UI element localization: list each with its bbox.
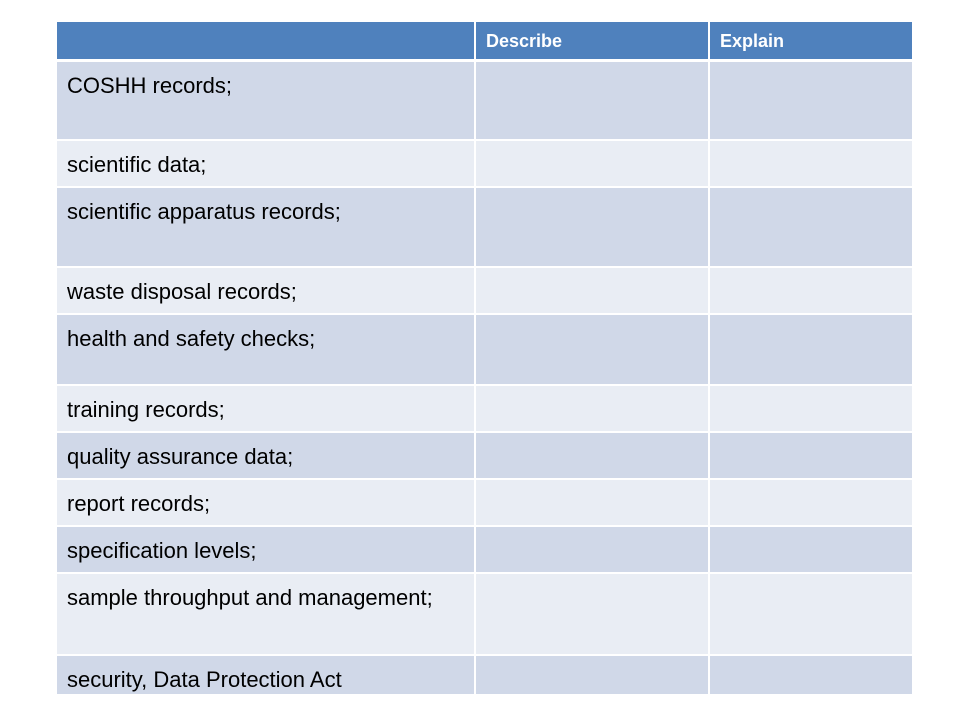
describe-cell[interactable] xyxy=(475,655,709,695)
describe-cell[interactable] xyxy=(475,267,709,314)
explain-cell[interactable] xyxy=(709,655,912,695)
describe-cell[interactable] xyxy=(475,60,709,140)
table-row xyxy=(57,60,912,140)
header-explain: Explain xyxy=(709,22,912,60)
explain-cell[interactable] xyxy=(709,526,912,573)
table-row xyxy=(57,187,912,267)
table-row xyxy=(57,385,912,432)
table-row xyxy=(57,314,912,385)
describe-cell[interactable] xyxy=(475,432,709,479)
row-label: quality assurance data; xyxy=(57,432,475,479)
row-label: security, Data Protection Act xyxy=(57,655,475,695)
header-item xyxy=(57,22,475,60)
table-row xyxy=(57,479,912,526)
explain-cell[interactable] xyxy=(709,479,912,526)
row-label: training records; xyxy=(57,385,475,432)
explain-cell[interactable] xyxy=(709,60,912,140)
row-label: waste disposal records; xyxy=(57,267,475,314)
row-label: scientific data; xyxy=(57,140,475,187)
header-describe: Describe xyxy=(475,22,709,60)
explain-cell[interactable] xyxy=(709,385,912,432)
describe-cell[interactable] xyxy=(475,526,709,573)
row-label: health and safety checks; xyxy=(57,314,475,385)
table-row xyxy=(57,526,912,573)
table-row xyxy=(57,655,912,695)
row-label: scientific apparatus records; xyxy=(57,187,475,267)
describe-cell[interactable] xyxy=(475,385,709,432)
describe-cell[interactable] xyxy=(475,187,709,267)
explain-cell[interactable] xyxy=(709,140,912,187)
describe-cell[interactable] xyxy=(475,140,709,187)
explain-cell[interactable] xyxy=(709,187,912,267)
table-row xyxy=(57,573,912,655)
describe-cell[interactable] xyxy=(475,314,709,385)
explain-cell[interactable] xyxy=(709,432,912,479)
header-row xyxy=(57,22,912,60)
explain-cell[interactable] xyxy=(709,573,912,655)
table-row xyxy=(57,140,912,187)
explain-cell[interactable] xyxy=(709,314,912,385)
table-row xyxy=(57,432,912,479)
describe-cell[interactable] xyxy=(475,479,709,526)
describe-cell[interactable] xyxy=(475,573,709,655)
records-table xyxy=(57,22,912,696)
row-label: specification levels; xyxy=(57,526,475,573)
row-label: report records; xyxy=(57,479,475,526)
row-label: sample throughput and management; xyxy=(57,573,475,655)
explain-cell[interactable] xyxy=(709,267,912,314)
table-row xyxy=(57,267,912,314)
row-label: COSHH records; xyxy=(57,60,475,140)
